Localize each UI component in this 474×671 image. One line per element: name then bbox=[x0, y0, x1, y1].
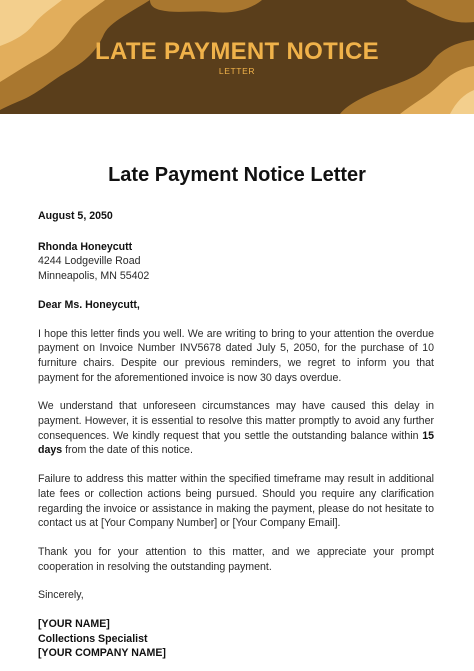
deadline-emphasis: 15 days bbox=[38, 429, 434, 457]
paragraph-request-tail: from the date of this notice. bbox=[62, 444, 193, 457]
paragraph-consequences: Failure to address this matter within the specified timeframe may result in additional late fees or collection actions being pursued. Should you require any clarification regarding the invoice or assistance in making the payment, please do not hesitate to contact us at [Your Company Number] or [Your Company Email]. bbox=[38, 473, 434, 530]
closing: Sincerely, bbox=[38, 589, 84, 602]
banner-title: LATE PAYMENT NOTICE bbox=[95, 38, 379, 65]
signature-company: [YOUR COMPANY NAME] bbox=[38, 647, 166, 660]
recipient-street: 4244 Lodgeville Road bbox=[38, 255, 141, 268]
paragraph-request bbox=[38, 399, 434, 458]
paragraph-thanks: Thank you for your attention to this matter, and we appreciate your prompt cooperation in resolving the outstanding payment. bbox=[38, 545, 434, 573]
recipient-address bbox=[38, 240, 434, 284]
letter-date: August 5, 2050 bbox=[38, 210, 113, 222]
recipient-name: Rhonda Honeycutt bbox=[38, 240, 133, 253]
paragraph-request-text: We understand that unforeseen circumstances may have caused this delay in payment. However, it is essential to resolve this matter promptly to avoid any further consequences. We kindly request that you settle the outstanding balance within bbox=[38, 400, 434, 442]
signature-block bbox=[38, 617, 434, 661]
header-banner bbox=[0, 0, 474, 114]
paragraph-overdue: I hope this letter finds you well. We are writing to bring to your attention the overdue payment on Invoice Number INV5678 dated July 5, 2050, for the purchase of 10 furniture chairs. Despite our previous reminders, we regret to inform you that payment for the aforementioned invoice is now 30 days overdue. bbox=[38, 327, 434, 384]
signature-role: Collections Specialist bbox=[38, 632, 148, 645]
letter-body bbox=[38, 209, 434, 661]
banner-subtitle: LETTER bbox=[218, 66, 256, 76]
salutation: Dear Ms. Honeycutt, bbox=[38, 298, 140, 311]
signature-name: [YOUR NAME] bbox=[38, 618, 110, 631]
recipient-city: Minneapolis, MN 55402 bbox=[38, 270, 150, 283]
document-title: Late Payment Notice Letter bbox=[108, 164, 366, 186]
